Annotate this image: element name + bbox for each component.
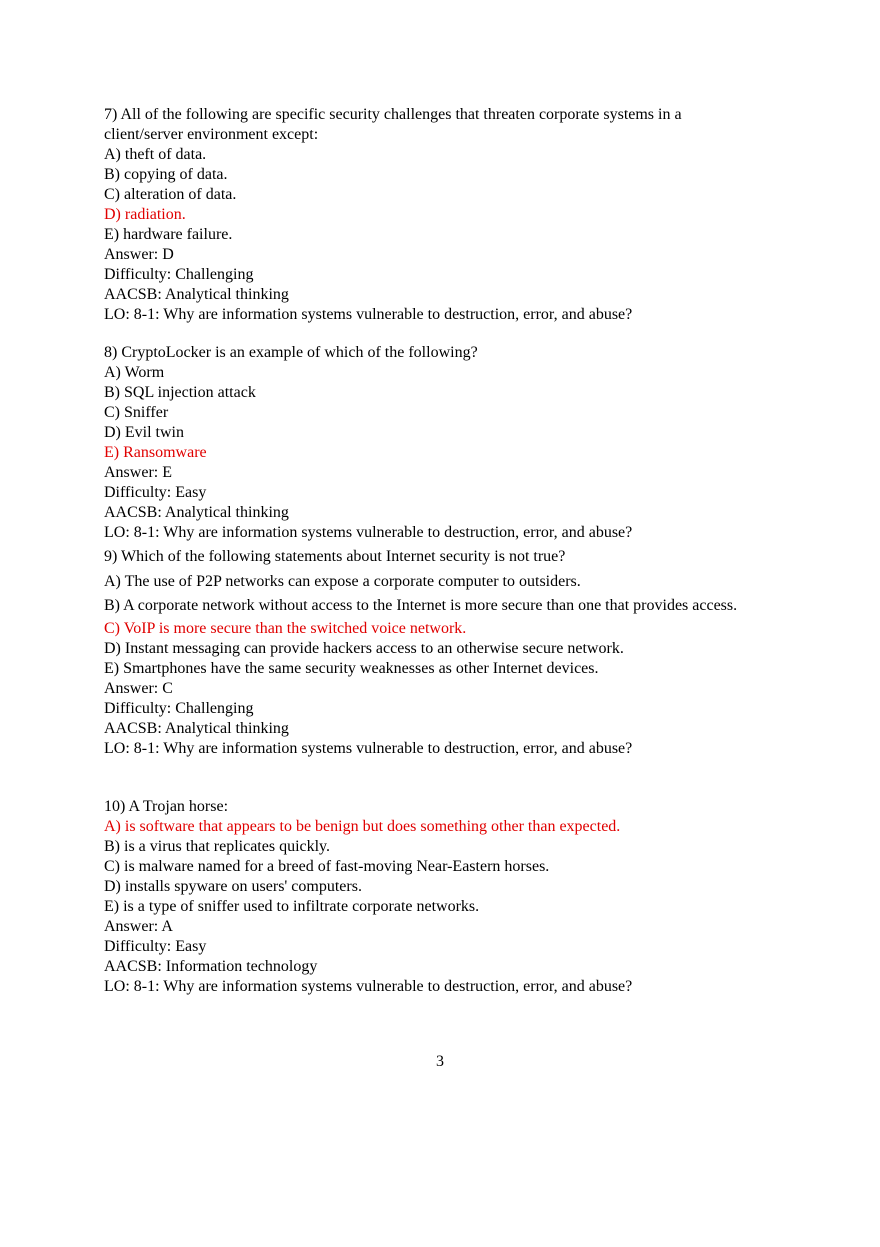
option-c: C) Sniffer (104, 404, 169, 421)
question-10 (104, 797, 764, 997)
difficulty-line: Difficulty: Easy (104, 938, 207, 955)
lo-line: LO: 8-1: Why are information systems vulnerable to destruction, error, and abuse? (104, 524, 633, 541)
answer-line: Answer: E (104, 464, 172, 481)
option-a: A) theft of data. (104, 146, 207, 163)
option-c-correct: C) VoIP is more secure than the switched voice network. (104, 619, 467, 637)
lo-line: LO: 8-1: Why are information systems vulnerable to destruction, error, and abuse? (104, 306, 633, 323)
option-c: C) is malware named for a breed of fast-moving Near-Eastern horses. (104, 858, 550, 875)
answer-line: Answer: D (104, 246, 174, 263)
option-e-correct: E) Ransomware (104, 444, 207, 461)
aacsb-line: AACSB: Analytical thinking (104, 286, 289, 303)
option-e: E) is a type of sniffer used to infiltrate corporate networks. (104, 898, 480, 915)
page-number: 3 (436, 1053, 444, 1070)
question-stem: client/server environment except: (104, 126, 319, 143)
option-b: B) SQL injection attack (104, 384, 256, 401)
aacsb-line: AACSB: Analytical thinking (104, 719, 289, 737)
lo-line: LO: 8-1: Why are information systems vulnerable to destruction, error, and abuse? (104, 978, 633, 995)
question-stem: 8) CryptoLocker is an example of which of the following? (104, 344, 478, 361)
option-a-correct: A) is software that appears to be benign but does something other than expected. (104, 818, 621, 835)
question-7 (104, 105, 764, 325)
answer-line: Answer: A (104, 918, 173, 935)
option-a: A) Worm (104, 364, 165, 381)
lo-line: LO: 8-1: Why are information systems vulnerable to destruction, error, and abuse? (104, 739, 633, 757)
difficulty-line: Difficulty: Challenging (104, 266, 254, 283)
question-8 (104, 343, 764, 543)
option-b: B) is a virus that replicates quickly. (104, 838, 331, 855)
option-d: D) Evil twin (104, 424, 184, 441)
question-stem: 9) Which of the following statements about Internet security is not true? (104, 548, 566, 565)
option-d-correct: D) radiation. (104, 206, 186, 223)
option-c: C) alteration of data. (104, 186, 237, 203)
option-e: E) hardware failure. (104, 226, 233, 243)
question-stem: 10) A Trojan horse: (104, 798, 229, 815)
answer-line: Answer: C (104, 679, 173, 697)
question-9 (104, 545, 764, 759)
option-b: B) copying of data. (104, 166, 228, 183)
option-e: E) Smartphones have the same security weaknesses as other Internet devices. (104, 659, 599, 677)
difficulty-line: Difficulty: Challenging (104, 699, 254, 717)
difficulty-line: Difficulty: Easy (104, 484, 207, 501)
aacsb-line: AACSB: Information technology (104, 958, 318, 975)
aacsb-line: AACSB: Analytical thinking (104, 504, 289, 521)
option-b: B) A corporate network without access to the Internet is more secure than one that provides access. (104, 597, 738, 614)
option-a: A) The use of P2P networks can expose a corporate computer to outsiders. (104, 572, 581, 590)
option-d: D) Instant messaging can provide hackers access to an otherwise secure network. (104, 639, 624, 657)
question-stem: 7) All of the following are specific security challenges that threaten corporate systems in a (104, 106, 682, 123)
option-d: D) installs spyware on users' computers. (104, 878, 362, 895)
